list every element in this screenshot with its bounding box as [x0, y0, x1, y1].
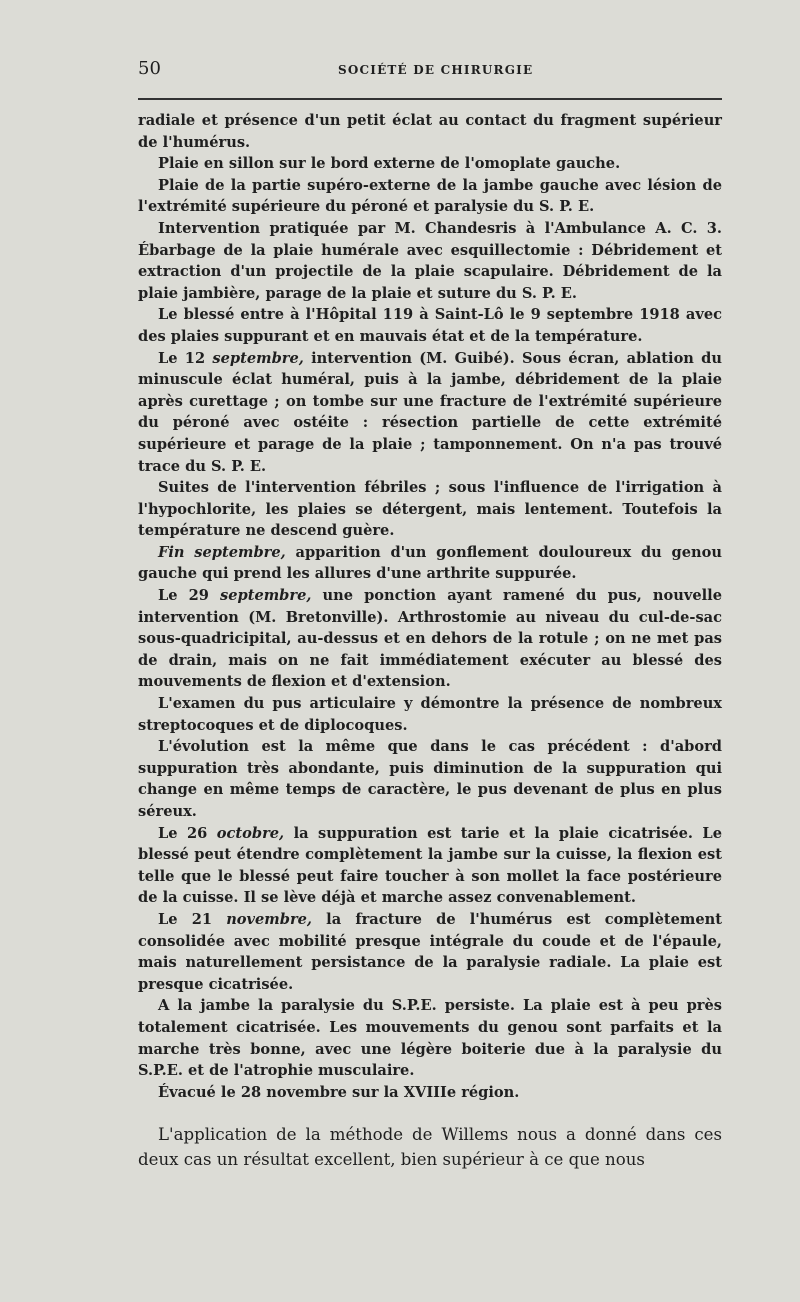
header-rule	[138, 98, 722, 100]
paragraph: L'application de la méthode de Willems nous a donné dans ces deux cas un résultat excellent, bien supérieur à ce que nous	[138, 1125, 722, 1169]
paragraph: Le 12 septembre, intervention (M. Guibé). Sous écran, ablation du minuscule éclat huméral, puis à la jambe, débridement de la plaie après curettage ; on tombe sur une fracture de l'extrémité supérieure du péroné avec ostéite : résection partielle de cette extrémité supérieure et parage de la plaie ; tamponnement. On n'a pas trouvé trace du S. P. E.	[138, 349, 722, 475]
paragraph: L'évolution est la même que dans le cas précédent : d'abord suppuration très abondante, puis diminution de la suppuration qui change en même temps de caractère, le pus devenant de plus en plus séreux.	[138, 738, 722, 820]
paragraph: Le 21 novembre, la fracture de l'humérus est complètement consolidée avec mobilité presque intégrale du coude et de l'épaule, mais naturellement persistance de la paralysie radiale. La plaie est presque cicatrisée.	[138, 910, 722, 993]
page-number: 50	[138, 58, 161, 79]
paragraph: radiale et présence d'un petit éclat au contact du fragment supérieur de l'humérus.	[138, 112, 722, 151]
case-report-body	[138, 110, 722, 1103]
paragraph: Le blessé entre à l'Hôpital 119 à Saint-Lô le 9 septembre 1918 avec des plaies suppurant et en mauvais état et de la température.	[138, 306, 722, 345]
running-title: SOCIÉTÉ DE CHIRURGIE	[338, 63, 534, 77]
paragraph: Le 29 septembre, une ponction ayant ramené du pus, nouvelle intervention (M. Bretonville). Arthrostomie au niveau du cul-de-sac sous-quadricipital, au-dessus et en dehors de la rotule ; on ne met pas de drain, mais on ne fait immédiatement exécuter au blessé des mouvements de flexion et d'extension.	[138, 587, 722, 691]
date-label: Fin septembre,	[158, 543, 286, 561]
date-label: septembre,	[212, 349, 304, 367]
closing-paragraph	[138, 1122, 722, 1172]
paragraph: Plaie de la partie supéro-externe de la jambe gauche avec lésion de l'extrémité supérieure du péroné et paralysie du S. P. E.	[138, 176, 722, 216]
paragraph: Le 26 octobre, la suppuration est tarie et la plaie cicatrisée. Le blessé peut étendre complètement la jambe sur la cuisse, la flexion est telle que le blessé peut faire toucher à son mollet la face postérieure de la cuisse. Il se lève déjà et marche assez convenablement.	[138, 824, 722, 907]
paragraph: Fin septembre, apparition d'un gonflement douloureux du genou gauche qui prend les allures d'une arthrite suppurée.	[138, 543, 723, 583]
date-label: novembre,	[226, 910, 312, 928]
paragraph: Évacué le 28 novembre sur la XVIIIe région.	[158, 1083, 520, 1101]
paragraph: Plaie en sillon sur le bord externe de l'omoplate gauche.	[158, 155, 621, 173]
paragraph: A la jambe la paralysie du S.P.E. persiste. La plaie est à peu près totalement cicatrisée. Les mouvements du genou sont parfaits et la marche très bonne, avec une légère boiterie due à la paralysie du S.P.E. et de l'atrophie musculaire.	[138, 997, 722, 1080]
date-label: octobre,	[216, 824, 285, 842]
page-header	[138, 58, 722, 84]
paragraph: Suites de l'intervention fébriles ; sous l'influence de l'irrigation à l'hypochlorite, les plaies se détergent, mais lentement. Toutefois la température ne descend guère.	[138, 479, 722, 540]
date-label: septembre,	[220, 587, 312, 605]
paragraph: Intervention pratiquée par M. Chandesris à l'Ambulance A. C. 3. Ébarbage de la plaie humérale avec esquillectomie : Débridement et extraction d'un projectile de la plaie scapulaire. Débridement de la plaie jambière, parage de la plaie et suture du S. P. E.	[138, 219, 722, 302]
paragraph: L'examen du pus articulaire y démontre la présence de nombreux streptocoques et de diplocoques.	[138, 695, 722, 734]
